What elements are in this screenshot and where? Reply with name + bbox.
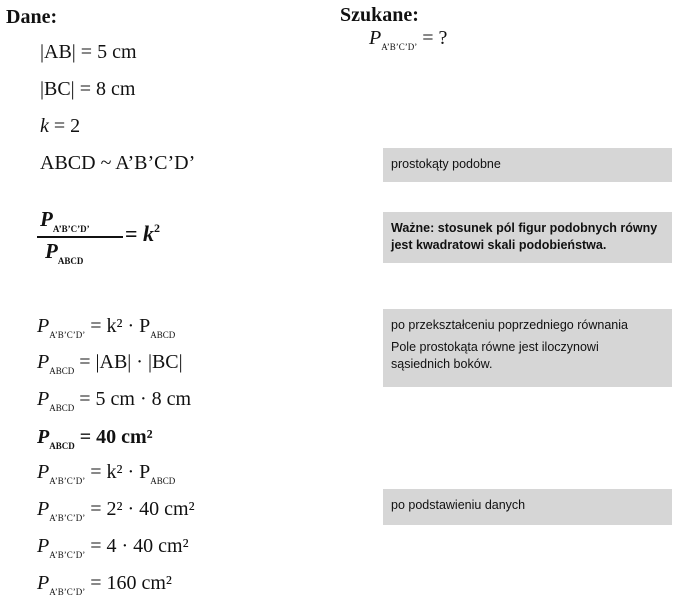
note-important-line1: Ważne: stosunek pól figur podobnych równy xyxy=(391,221,658,235)
given-heading: Dane: xyxy=(6,6,58,28)
step-4-rest: = 40 cm² xyxy=(79,426,153,448)
ratio-k: k xyxy=(143,221,155,246)
sought-p: P xyxy=(369,27,382,49)
step-3 xyxy=(37,387,191,420)
given-k xyxy=(40,114,80,138)
ratio-rhs xyxy=(125,221,160,247)
step-3-rest: = 5 cm · 8 cm xyxy=(79,388,192,410)
ratio-denominator xyxy=(45,239,83,266)
step-3-sub: ABCD xyxy=(49,403,75,413)
ratio-den-sub: ABCD xyxy=(57,256,84,266)
step-4 xyxy=(37,425,153,458)
given-bc-rhs: = 8 cm xyxy=(79,78,136,100)
note-transform-text: po przekształceniu poprzedniego równania xyxy=(391,318,628,332)
step-7 xyxy=(37,534,189,567)
given-similar: ABCD ~ A’B’C’D’ xyxy=(40,152,196,174)
ratio-exp: 2 xyxy=(154,221,161,235)
given-k-var: k xyxy=(40,115,49,137)
step-4-sub: ABCD xyxy=(49,441,75,451)
ratio-num-p: P xyxy=(40,207,53,231)
note-area-line1: Pole prostokąta równe jest iloczynowi xyxy=(391,340,599,354)
note-similar-text: prostokąty podobne xyxy=(391,157,501,171)
step-2 xyxy=(37,350,183,383)
note-important xyxy=(383,212,672,263)
sought-sub: A’B’C’D’ xyxy=(381,42,418,52)
sought-expression xyxy=(369,26,447,59)
ratio-numerator xyxy=(40,207,90,234)
step-1-rest: = k² · P xyxy=(90,315,151,337)
step-6-sub: A’B’C’D’ xyxy=(49,513,86,523)
step-3-p: P xyxy=(37,388,50,410)
sought-rhs: = ? xyxy=(422,27,448,49)
step-1-sub: A’B’C’D’ xyxy=(49,330,86,340)
step-7-p: P xyxy=(37,535,50,557)
note-important-line2: jest kwadratowi skali podobieństwa. xyxy=(391,238,607,252)
step-8 xyxy=(37,571,172,604)
note-substitution-text: po podstawieniu danych xyxy=(391,498,526,512)
note-area xyxy=(391,339,664,373)
ratio-eq: = xyxy=(125,221,138,246)
step-2-rest: = |AB| · |BC| xyxy=(79,351,183,373)
ratio-den-p: P xyxy=(45,239,58,263)
given-ab-lhs: |AB| xyxy=(40,41,76,63)
fraction-bar xyxy=(37,236,123,238)
step-8-sub: A’B’C’D’ xyxy=(49,587,86,597)
ratio-num-sub: A’B’C’D’ xyxy=(52,224,90,234)
step-5-p: P xyxy=(37,461,50,483)
step-5-rest: = k² · P xyxy=(90,461,151,483)
step-2-sub: ABCD xyxy=(49,366,75,376)
note-area-line2: sąsiednich boków. xyxy=(391,357,493,371)
step-7-sub: A’B’C’D’ xyxy=(49,550,86,560)
step-6-rest: = 2² · 40 cm² xyxy=(90,498,195,520)
sought-heading: Szukane: xyxy=(340,4,419,26)
note-similar xyxy=(383,148,672,182)
given-k-rhs: = 2 xyxy=(53,115,81,137)
step-5-sub: A’B’C’D’ xyxy=(49,476,86,486)
step-6-p: P xyxy=(37,498,50,520)
step-7-rest: = 4 · 40 cm² xyxy=(90,535,189,557)
step-2-p: P xyxy=(37,351,50,373)
note-substitution xyxy=(383,489,672,525)
ratio-formula xyxy=(37,207,167,267)
note-transform xyxy=(383,309,672,387)
step-5 xyxy=(37,460,175,493)
given-bc-lhs: |BC| xyxy=(40,78,75,100)
step-6 xyxy=(37,497,195,530)
step-1-rest-sub: ABCD xyxy=(150,330,176,340)
step-8-p: P xyxy=(37,572,50,594)
given-ab-rhs: = 5 cm xyxy=(80,41,137,63)
step-1-p: P xyxy=(37,315,50,337)
step-4-p: P xyxy=(37,426,50,448)
step-8-rest: = 160 cm² xyxy=(90,572,172,594)
step-1 xyxy=(37,314,175,347)
given-ab xyxy=(40,40,137,64)
given-bc xyxy=(40,77,135,101)
step-5-rest-sub: ABCD xyxy=(150,476,176,486)
